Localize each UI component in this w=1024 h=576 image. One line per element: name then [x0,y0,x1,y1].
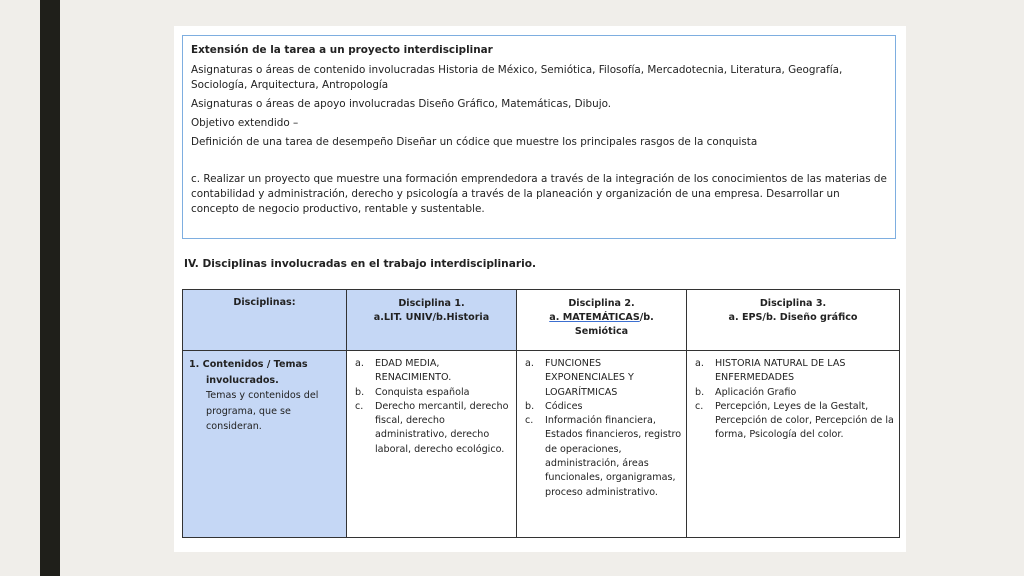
disciplina-3-list [687,357,895,443]
list-item [517,414,682,500]
content-areas-text: Asignaturas o áreas de contenido involucradas Historia de México, Semiótica, Filosofía, Mercadotecnia, Literatura, Geografía, Sociología, Arquitectura, Antropología [191,64,843,91]
list-item-text: Códices [545,400,583,412]
header-disciplina-2-sub-c: Semiótica [574,326,629,337]
list-item [347,400,512,457]
list-item-text: Aplicación Grafio [715,386,797,398]
list-item [517,357,682,400]
row-label-bold-2: involucrados. [206,374,279,386]
list-item-mark: a. [355,358,364,369]
list-item-text: Derecho mercantil, derecho fiscal, derecho administrativo, derecho laboral, derecho ecológico. [375,400,509,455]
list-item-mark: a. [695,358,704,369]
row-label-bold-1: 1. Contenidos / Temas [189,359,308,370]
row-label-description: Temas y contenidos del programa, que se consideran. [206,390,319,432]
disciplina-2-contents [517,351,687,538]
header-disciplina-2-title: Disciplina 2. [568,298,635,309]
list-item-text: Percepción, Leyes de la Gestalt, Percepción de color, Percepción de la forma, Psicología del color. [715,400,894,441]
disciplina-2-list [517,357,682,500]
row-label-cell [183,351,347,538]
task-extension-box [182,35,896,239]
header-disciplina-1 [347,290,517,351]
list-item-text: EDAD MEDIA, RENACIMIENTO. [375,358,452,384]
list-item [517,400,682,414]
list-item-text: Información financiera, Estados financieros, registro de operaciones, administración, áreas funcionales, organigramas, proceso administrativo. [545,415,682,498]
list-item-text: Conquista española [375,386,470,398]
header-disciplina-1-sub: a.LIT. UNIV/b.Historia [373,312,490,323]
disciplina-1-contents [347,351,517,538]
list-item-text: HISTORIA NATURAL DE LAS ENFERMEDADES [715,358,846,384]
header-disciplina-3 [687,290,900,351]
table-header-row [183,290,900,351]
list-item-mark: c. [525,415,534,427]
task-box-title: Extensión de la tarea a un proyecto interdisciplinar [191,44,493,56]
list-item-mark: c. [355,400,364,412]
list-item-mark: c. [695,400,704,412]
list-item [687,357,895,386]
header-disciplinas-label: Disciplinas: [233,297,296,308]
header-disciplina-2 [517,290,687,351]
list-item-mark: b. [355,386,365,398]
list-item-mark: b. [525,400,535,412]
document-page [174,26,906,552]
disciplines-table [182,289,900,538]
header-disciplina-2-sub-a: a. MATEMÁTICAS [549,312,640,323]
header-disciplina-3-title: Disciplina 3. [759,298,827,309]
extended-objective-text: Objetivo extendido – [191,117,299,129]
header-disciplina-1-title: Disciplina 1. [398,298,465,309]
list-item [687,400,895,443]
header-disciplina-2-sub [517,311,686,325]
header-disciplina-2-sub-b: /b. [639,312,654,323]
list-item-mark: a. [525,358,534,369]
performance-task-text: Definición de una tarea de desempeño Diseñar un códice que muestre los principales rasgos de la conquista [191,136,758,148]
list-item-text: FUNCIONES EXPONENCIALES Y LOGARÍTMICAS [545,358,634,398]
header-disciplina-3-sub: a. EPS/b. Diseño gráfico [728,312,858,323]
support-areas-text: Asignaturas o áreas de apoyo involucradas Diseño Gráfico, Matemáticas, Dibujo. [191,98,612,110]
section-heading: IV. Disciplinas involucradas en el trabajo interdisciplinario. [184,258,537,270]
table-row [183,351,900,538]
list-item [347,357,512,386]
slide-left-bar [40,0,60,576]
list-item-mark: b. [695,386,705,398]
list-item [687,386,895,400]
disciplina-3-contents [687,351,900,538]
project-description-text: c. Realizar un proyecto que muestre una formación emprendedora a través de la integración de los conocimientos de las materias de contabilidad y administración, derecho y psicología a través de la planeación y organización de una empresa. Desarrollar un concepto de negocio productivo, rentable y sustentable. [191,173,887,215]
list-item [347,386,512,400]
header-disciplinas [183,290,347,351]
disciplina-1-list [347,357,512,457]
